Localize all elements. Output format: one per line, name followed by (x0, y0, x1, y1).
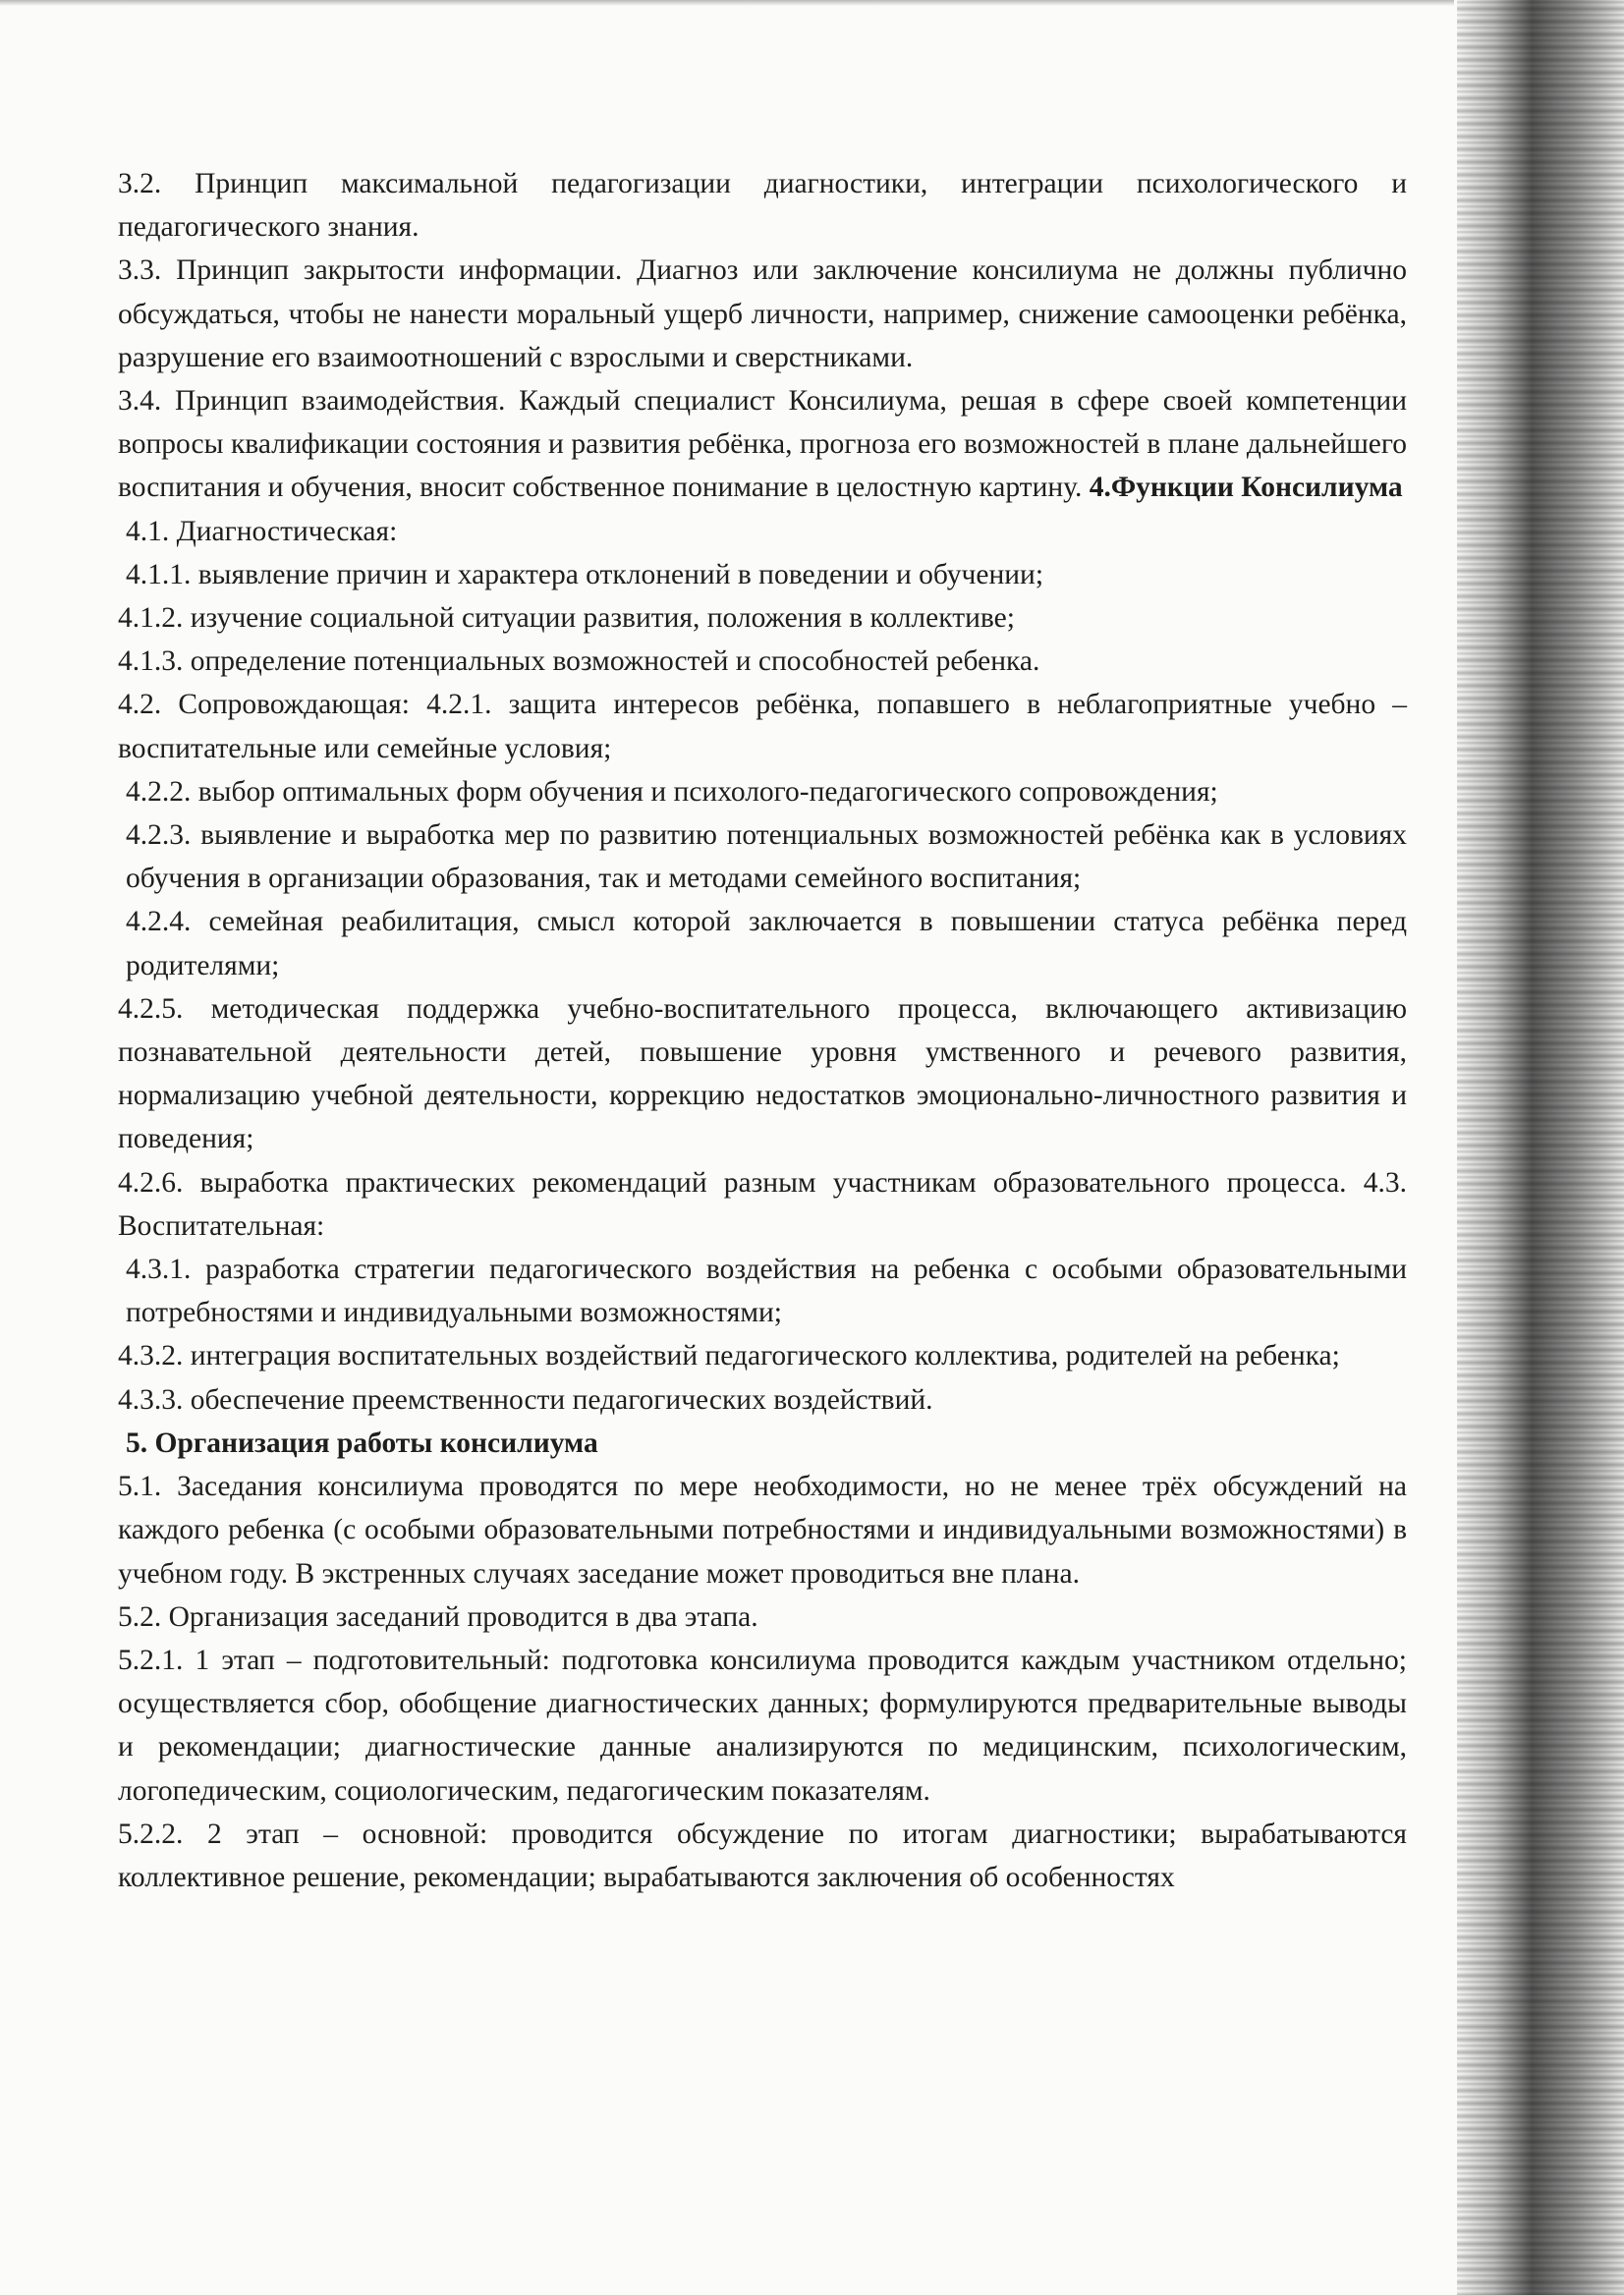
section-5-heading-text: 5. Организация работы консилиума (126, 1427, 598, 1459)
paragraph-3-4-text: 3.4. Принцип взаимодействия. Каждый специалист Консилиума, решая в сфере своей компетенции вопросы квалификации состояния и развития ребёнка, прогноза его возможностей в плане дальнейшего воспитания и обучения, вносит собственное понимание в целостную картину. (118, 385, 1407, 504)
document-body (118, 162, 1407, 1899)
paragraph-4-3-3: 4.3.3. обеспечение преемственности педагогических воздействий. (118, 1383, 933, 1416)
paragraph-4-2-6: 4.2.6. выработка практических рекомендаций разным участникам образовательного процесса. 4.3. Воспитательная: (118, 1166, 1407, 1242)
paragraph-5-2-2: 5.2.2. 2 этап – основной: проводится обсуждение по итогам диагностики; вырабатываются коллективное решение, рекомендации; вырабатываются заключения об особенностях (118, 1818, 1407, 1893)
paragraph-3-4 (118, 379, 1407, 510)
paragraph-5-2-1: 5.2.1. 1 этап – подготовительный: подготовка консилиума проводится каждым участником отдельно; осуществляется сбор, обобщение диагностических данных; формулируются предварительные выводы и рекомендации; диагностические данные анализируются по медицинским, психологическим, логопедическим, социологическим, педагогическим показателям. (118, 1644, 1407, 1807)
paragraph-4-2-3: 4.2.3. выявление и выработка мер по развитию потенциальных возможностей ребёнка как в условиях обучения в организации образования, так и методами семейного воспитания; (126, 819, 1407, 895)
scan-edge-shadow (1457, 0, 1624, 2295)
section-4-heading: 4.Функции Консилиума (1089, 472, 1403, 504)
paragraph-3-2: 3.2. Принцип максимальной педагогизации диагностики, интеграции психологического и педагогического знания. (118, 168, 1407, 244)
paragraph-4-3-1: 4.3.1. разработка стратегии педагогического воздействия на ребенка с особыми образовательными потребностями и индивидуальными возможностями; (126, 1254, 1407, 1329)
paragraph-4-3-2: 4.3.2. интеграция воспитательных воздействий педагогического коллектива, родителей на ребенка; (118, 1340, 1340, 1372)
paragraph-4-2-5: 4.2.5. методическая поддержка учебно-воспитательного процесса, включающего активизацию познавательной деятельности детей, повышение уровня умственного и речевого развития, нормализацию учебной деятельности, коррекцию недостатков эмоционально-личностного развития и поведения; (118, 992, 1407, 1155)
paragraph-4-2-2: 4.2.2. выбор оптимальных форм обучения и психолого-педагогического сопровождения; (126, 775, 1218, 808)
paragraph-3-3: 3.3. Принцип закрытости информации. Диагноз или заключение консилиума не должны публично обсуждаться, чтобы не нанести моральный ущерб личности, например, снижение самооценки ребёнка, разрушение его взаимоотношений с взрослыми и сверстниками. (118, 254, 1407, 373)
section-5-heading (118, 1422, 1407, 1465)
paragraph-4-1: 4.1. Диагностическая: (126, 515, 398, 547)
paragraph-4-2-4: 4.2.4. семейная реабилитация, смысл которой заключается в повышении статуса ребёнка перед родителями; (126, 906, 1407, 981)
paragraph-4-2: 4.2. Сопровождающая: 4.2.1. защита интересов ребёнка, попавшего в неблагоприятные учебно – воспитательные или семейные условия; (118, 689, 1407, 764)
paragraph-4-1-3: 4.1.3. определение потенциальных возможностей и способностей ребенка. (118, 645, 1040, 678)
paragraph-4-1-2: 4.1.2. изучение социальной ситуации развития, положения в коллективе; (118, 602, 1015, 635)
scan-top-shadow (0, 0, 1454, 6)
paragraph-4-1-1: 4.1.1. выявление причин и характера отклонений в поведении и обучении; (126, 558, 1044, 590)
paragraph-5-2: 5.2. Организация заседаний проводится в два этапа. (118, 1600, 758, 1633)
paragraph-5-1: 5.1. Заседания консилиума проводятся по мере необходимости, но не менее трёх обсуждений на каждого ребенка (с особыми образовательными потребностями и индивидуальными возможностями) в учебном году. В экстренных случаях заседание может проводиться вне плана. (118, 1471, 1407, 1590)
